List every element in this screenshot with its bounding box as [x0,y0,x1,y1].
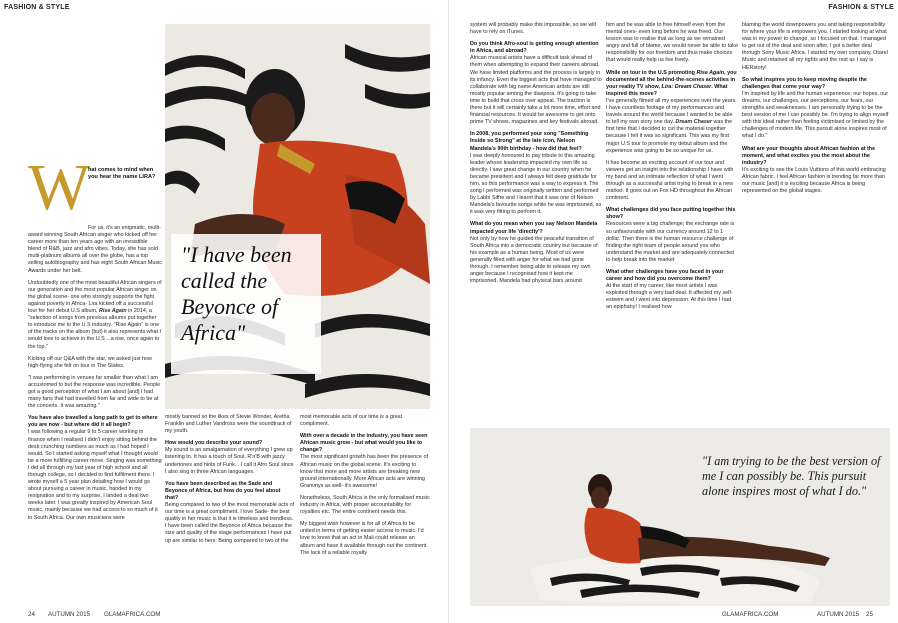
issue-right: AUTUMN 2015 [817,611,859,618]
drop-cap: W [28,151,91,224]
question-8: While on tour in the U.S promoting Rise Again, you documented all the behind-the-scenes activities in your reality TV show, Lira: Dream Chaser. What inspired this move? [606,69,737,97]
answer-3-continued: most memorable acts of our time is a great compliment. [300,414,403,428]
pull-quote-beyonce: "I have been called the Beyonce of Africa" [171,234,321,374]
question-9: What challenges did you face putting together this show? [606,207,736,221]
column-4 [470,22,602,420]
intro-paragraph-1: For us, it's an enigmatic, multi-award winning South African singer who kicked off her career more than ten years ago with an irresistible blend of R&B, jazz and afro vibes. Today, she has sold multi-platinum albums all over the globe, has a top selling autobiography and has eight South African Music Awards under her belt. [28,225,162,274]
intro-paragraph-2: Undoubtedly one of the most beautiful African singers of our generation and the most popular African singer on the global scene- one who strongly supports the fight against poverty in Africa- Lira kicked off a successful tour for her debut U.S album, Rise Again in 2014, a "selection of songs from previous albums put together to introduce me to the U.S industry. "Rise Again" is one of the tracks on the album (but) it also represents what I would love to achieve in the U.S ...a rise, once again to the top." [28,279,162,350]
question-11: So what inspires you to keep moving despite the challenges that come your way? [742,76,867,90]
page-gutter [448,0,449,623]
answer-1: I was following a regular 9 to 5 career working in finance when I realised I didn't enjoy sitting behind the desk crunching numbers as much as I had hoped I would. So I started asking myself what I thought would be a more fulfilling career move. Singing was something I did all through my last year of high school and all through college, so I decided to find fulfilment there. I wrote myself a 5 year plan detailing how I would go about pursuing a career in music, handed in my resignation and to my surprise, I landed a deal two weeks later. I was greatly inspired by American Soul music, mainly because we had access to so much of it in South Africa. Our own musicians were [28,429,162,521]
page-number-left: 24 [28,611,35,618]
question-10: What other challenges have you faced in your career and how did you overcome them? [606,269,724,283]
pull-quote-best-version: "I am trying to be the best version of me I can possibly be. This pursuit alone inspires most of what I do." [702,454,881,498]
column-2 [165,414,295,609]
answer-8a: I've generally filmed all my experiences over the years. I have countless footage of my performances and travels around the world because I wanted to be able to tell my own story one day. Dream Chaser was the first time that I decided to cut the material together because I felt it was so significant. This was my first major U.S tour to promote my debut album and the experience was going to be so unique for us. [606,97,737,154]
answer-8b: It has become an exciting account of our tour and viewers get an insight into the relationship I have with my band and an intimate reflection of what I went through as a successful artist trying to break in a new market. It goes out on Fox HD throughout the African continent. [606,159,734,202]
answer-11: I'm inspired by life and the human experience; our hopes, our dreams, our challenges, our perceptions, our fears, our strengths and weaknesses. I am personally trying to be the best version of me I can possibly be. I'm trying to align myself with this ideal rather than feeling victimised or limited by the challenges of modern life. This pursuit alone inspires most of what I do." [742,90,889,140]
answer-10-continued: blaming the world downpowers you and taking responsibility for where your life is empowers you. I started looking at what was in my power to change, so I focused on that. I managed to get out of the deal and soon after, I got a better deal through Sony Music Africa. I started my own company, Otarel Music and retained all my rights and the rest as I say is HERstory! [742,22,888,71]
answer-6: I was deeply honoured to pay tribute to this amazing leader whose leadership impacted my own life so directly. I saw great change in our country when he became president and I always felt deep gratitude for him, so this performance was a way to express it. The song I performed was originally written and performed by Labbi Siffre and I learnt that it was one of Nelson Mandela's favourite songs while he was imprisoned, so it was very fitting to perform it. [470,152,602,216]
answer-7: Not only by how he guided the peaceful transition of South Africa into a democratic country but because of his example as a human being. Most of us were generally filled with anger for what we had gone through. I remember being able to release my own anger because I recognised how it kept me imprisoned. Mandela had physical bars around [470,235,598,285]
answer-4c: My biggest wish however is for all of Africa to be united in terms of getting easier access to music. I'd love to know that an act in Mali could release an album and have it available through out the continent. The lack of a reliable royalty [300,521,428,556]
lira-photo-reclining [165,24,430,409]
answer-5: African musical artists have a difficult task ahead of them when attempting to expand their careers abroad. We have limited platforms and the process is largely in its infancy. Even the biggest acts that have managed to collaborate with big name American artists are still mostly popular among the diaspora. It's going to take time to build that cross over appeal. The traction is there but it will certainly take a lot more time, effort and financial resources. It would be awesome to get onto prime TV shows, magazines and key festivals abroad. [470,55,602,126]
answer-10: At the start of my career, like most artists I was exploited through a very bad deal. It affected my self-esteem and I went into depression. At this time I had an epiphany! I realised how [606,283,733,311]
answer-4b: Nonetheless, South Africa is the only formalised music industry in Africa, with proper accountability for royalties etc. The entire continent needs this. [300,494,430,516]
question-5: Do you think Afro-soul is getting enough attention in Africa, and abroad? [470,41,599,55]
intro-paragraph-3: Kicking off our Q&A with the star, we asked just how high-flying she felt on tour in The States. [28,355,152,369]
answer-2: My sound is an amalgamation of everything I grew up listening to. It has a touch of Soul, R'n'B with jazzy undertones and hints of Funk... I call it Afro Soul since I also sing in three African languages. [165,447,294,475]
column-3 [300,414,430,609]
answer-9: Resources were a big challenge; the exchange rate is so unfavourable with our currency around 12 to 1 dollar. Then there is the human resource challenge of finding the right team of people around you who understand the market and are adequately connected to help break into the market [606,221,735,263]
answer-3: Being compared to two of the most memorable acts of our time is a great compliment. I love Sade- the best quality in her music is that it is timeless and trendless. I have been called the Beyonce of Africa because the size and quality of the stage performances I have put up are similar to hers. Being compared to two of the [165,502,295,544]
question-7: What do you mean when you say Nelson Mandela impacted your life 'directly'? [470,221,598,235]
page-number-right: 25 [866,611,873,618]
column-1 [28,225,162,609]
question-3: You have been described as the Sade and Beyonce of Africa, but how do you feel about that? [165,480,281,501]
answer-4-continued: system will probably make this impossible, so we will have to rely on iTunes. [470,22,596,36]
intro-lead: hat comes to mind when you hear the name LIRA? [88,167,156,181]
section-header-left: FASHION & STYLE [4,4,70,11]
issue-left: AUTUMN 2015 [48,611,90,618]
section-header-right: FASHION & STYLE [828,4,894,11]
site-link-right[interactable]: GLAMAFRICA.COM [722,611,779,618]
answer-12: It's exciting to see the Louis Vuittons of this world embracing African fabric. I feel African fashion is trending far more than our music [and] it is exciting because Africa is being represented on the global stages. [742,166,886,195]
question-2: How would you describe your sound? [165,440,263,447]
column-6 [742,22,890,420]
question-12: What are your thoughts about African fashion at the moment, and what excites you the most about the industry? [742,145,876,166]
answer-7-continued: him and he was able to free himself even from the mental ones- even long before he was freed. Our lesson was to realise that as long as we remained angry and full of blame, we would never be able to take responsibility for our freedom and thus make choices that would really help us live freely. [606,22,738,64]
question-6: In 2008, you performed your song "Something Inside so Strong" at the late icon, Nelson Mandela's 90th birthday - how did that feel? [470,131,589,152]
question-1: You have also travelled a long path to get to where you are now - but where did it all begin? [28,415,158,429]
site-link-left[interactable]: GLAMAFRICA.COM [104,611,161,618]
answer-1-continued: mostly banned so the likes of Stevie Wonder, Aretha Franklin and Luther Vandross were the soundtrack of my youth. [165,414,292,435]
lira-photo-zebra-rug [470,428,890,606]
answer-4a: The most significant growth has been the presence of African music on the global scene. It's exciting to know that more and more artists are breaking new ground internationally. More African acts are winning Grammys as well- it's awesome! [300,454,428,489]
question-4: With over a decade in the industry, you have seen African music grow - but what would you like to change? [300,433,428,454]
column-5 [606,22,738,420]
intro-paragraph-4: "I was performing in venues far smaller than what I am accustomed to but the response was incredible. People got a good perception of what I am about [and] I had many fans that had travelled from far and wide to be at the concerts. It was amazing." [28,374,161,410]
